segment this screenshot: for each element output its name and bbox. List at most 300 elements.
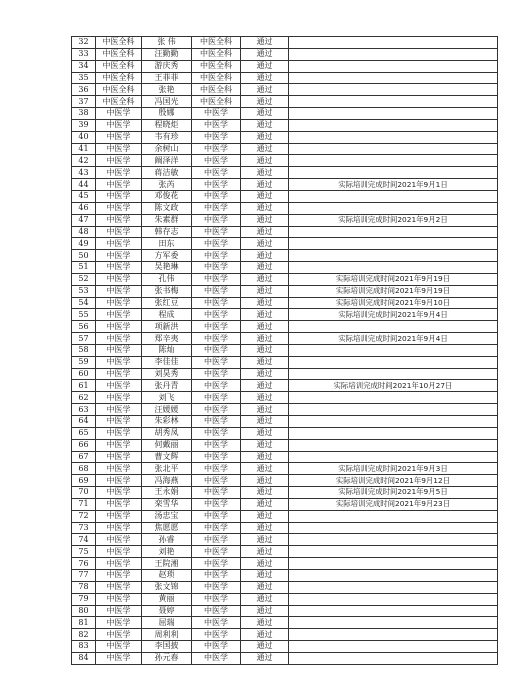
name-cell: 陈灿 <box>142 344 192 356</box>
remark-cell <box>289 226 498 238</box>
name-cell: 程晓炬 <box>142 119 192 131</box>
name-cell: 冯国光 <box>142 96 192 108</box>
row-number-cell: 84 <box>72 652 96 664</box>
remark-cell <box>289 605 498 617</box>
name-cell: 刘昊秀 <box>142 368 192 380</box>
table-row <box>72 344 498 356</box>
table-row <box>72 380 498 392</box>
name-cell: 曹文辉 <box>142 451 192 463</box>
major-cell: 中医学 <box>96 558 142 570</box>
result-cell: 通过 <box>241 368 289 380</box>
table-row <box>72 498 498 510</box>
specialty-cell: 中医学 <box>192 179 241 191</box>
remark-cell <box>289 202 498 214</box>
remark-cell <box>289 190 498 202</box>
remark-cell <box>289 439 498 451</box>
table-row <box>72 190 498 202</box>
row-number-cell: 72 <box>72 510 96 522</box>
major-cell: 中医学 <box>96 605 142 617</box>
result-cell: 通过 <box>241 439 289 451</box>
name-cell: 孙元春 <box>142 652 192 664</box>
name-cell: 蒋洁敏 <box>142 167 192 179</box>
result-cell: 通过 <box>241 569 289 581</box>
name-cell: 程成 <box>142 309 192 321</box>
row-number-cell: 40 <box>72 131 96 143</box>
table-row <box>72 202 498 214</box>
major-cell: 中医学 <box>96 617 142 629</box>
row-number-cell: 65 <box>72 427 96 439</box>
specialty-cell: 中医学 <box>192 581 241 593</box>
remark-cell <box>289 48 498 60</box>
row-number-cell: 35 <box>72 72 96 84</box>
row-number-cell: 38 <box>72 108 96 120</box>
table-row <box>72 119 498 131</box>
specialty-cell: 中医学 <box>192 119 241 131</box>
table-row <box>72 321 498 333</box>
specialty-cell: 中医学 <box>192 522 241 534</box>
specialty-cell: 中医学 <box>192 546 241 558</box>
name-cell: 李佳佳 <box>142 356 192 368</box>
major-cell: 中医学 <box>96 297 142 309</box>
table-row <box>72 617 498 629</box>
result-cell: 通过 <box>241 60 289 72</box>
remark-cell <box>289 581 498 593</box>
results-table <box>71 36 498 665</box>
major-cell: 中医全科 <box>96 60 142 72</box>
major-cell: 中医学 <box>96 641 142 653</box>
specialty-cell: 中医学 <box>192 558 241 570</box>
remark-cell: 实际培训完成时间2021年9月3日 <box>289 463 498 475</box>
name-cell: 韦有珍 <box>142 131 192 143</box>
result-cell: 通过 <box>241 510 289 522</box>
specialty-cell: 中医学 <box>192 214 241 226</box>
remark-cell <box>289 510 498 522</box>
remark-cell <box>289 534 498 546</box>
remark-cell <box>289 119 498 131</box>
result-cell: 通过 <box>241 226 289 238</box>
result-cell: 通过 <box>241 380 289 392</box>
row-number-cell: 41 <box>72 143 96 155</box>
table-row <box>72 487 498 499</box>
major-cell: 中医学 <box>96 214 142 226</box>
major-cell: 中医学 <box>96 416 142 428</box>
specialty-cell: 中医学 <box>192 297 241 309</box>
result-cell: 通过 <box>241 333 289 345</box>
result-cell: 通过 <box>241 344 289 356</box>
remark-cell <box>289 392 498 404</box>
table-row <box>72 404 498 416</box>
table-row <box>72 546 498 558</box>
remark-cell <box>289 593 498 605</box>
remark-cell <box>289 641 498 653</box>
specialty-cell: 中医全科 <box>192 84 241 96</box>
name-cell: 阚泽洋 <box>142 155 192 167</box>
table-row <box>72 48 498 60</box>
table-row <box>72 463 498 475</box>
row-number-cell: 70 <box>72 487 96 499</box>
remark-cell: 实际培训完成时间2021年9月4日 <box>289 309 498 321</box>
remark-cell: 实际培训完成时间2021年9月5日 <box>289 487 498 499</box>
row-number-cell: 57 <box>72 333 96 345</box>
name-cell: 孙睿 <box>142 534 192 546</box>
name-cell: 郑辛夷 <box>142 333 192 345</box>
table-row <box>72 309 498 321</box>
table-row <box>72 214 498 226</box>
result-cell: 通过 <box>241 84 289 96</box>
table-row <box>72 238 498 250</box>
major-cell: 中医学 <box>96 344 142 356</box>
specialty-cell: 中医学 <box>192 131 241 143</box>
major-cell: 中医学 <box>96 226 142 238</box>
result-cell: 通过 <box>241 581 289 593</box>
specialty-cell: 中医学 <box>192 321 241 333</box>
table-row <box>72 439 498 451</box>
table-row <box>72 155 498 167</box>
specialty-cell: 中医学 <box>192 368 241 380</box>
row-number-cell: 60 <box>72 368 96 380</box>
result-cell: 通过 <box>241 155 289 167</box>
result-cell: 通过 <box>241 202 289 214</box>
row-number-cell: 75 <box>72 546 96 558</box>
row-number-cell: 34 <box>72 60 96 72</box>
name-cell: 邓俊花 <box>142 190 192 202</box>
row-number-cell: 67 <box>72 451 96 463</box>
name-cell: 张北平 <box>142 463 192 475</box>
major-cell: 中医学 <box>96 463 142 475</box>
major-cell: 中医学 <box>96 380 142 392</box>
major-cell: 中医学 <box>96 119 142 131</box>
major-cell: 中医学 <box>96 321 142 333</box>
name-cell: 汪媛媛 <box>142 404 192 416</box>
major-cell: 中医学 <box>96 131 142 143</box>
table-row <box>72 167 498 179</box>
result-cell: 通过 <box>241 309 289 321</box>
name-cell: 方军委 <box>142 250 192 262</box>
result-cell: 通过 <box>241 617 289 629</box>
name-cell: 焦愿愿 <box>142 522 192 534</box>
major-cell: 中医学 <box>96 108 142 120</box>
row-number-cell: 76 <box>72 558 96 570</box>
name-cell: 张 伟 <box>142 37 192 49</box>
name-cell: 朱素群 <box>142 214 192 226</box>
specialty-cell: 中医学 <box>192 451 241 463</box>
major-cell: 中医学 <box>96 190 142 202</box>
remark-cell <box>289 155 498 167</box>
major-cell: 中医学 <box>96 368 142 380</box>
remark-cell <box>289 522 498 534</box>
remark-cell <box>289 652 498 664</box>
name-cell: 黄丽 <box>142 593 192 605</box>
name-cell: 田东 <box>142 238 192 250</box>
specialty-cell: 中医学 <box>192 629 241 641</box>
major-cell: 中医学 <box>96 404 142 416</box>
result-cell: 通过 <box>241 48 289 60</box>
remark-cell: 实际培训完成时间2021年10月27日 <box>289 380 498 392</box>
specialty-cell: 中医学 <box>192 392 241 404</box>
remark-cell: 实际培训完成时间2021年9月1日 <box>289 179 498 191</box>
specialty-cell: 中医学 <box>192 202 241 214</box>
specialty-cell: 中医学 <box>192 605 241 617</box>
table-row <box>72 416 498 428</box>
row-number-cell: 53 <box>72 285 96 297</box>
remark-cell <box>289 427 498 439</box>
result-cell: 通过 <box>241 641 289 653</box>
specialty-cell: 中医学 <box>192 487 241 499</box>
name-cell: 余树山 <box>142 143 192 155</box>
result-cell: 通过 <box>241 605 289 617</box>
row-number-cell: 43 <box>72 167 96 179</box>
row-number-cell: 77 <box>72 569 96 581</box>
row-number-cell: 51 <box>72 262 96 274</box>
major-cell: 中医学 <box>96 475 142 487</box>
row-number-cell: 78 <box>72 581 96 593</box>
result-cell: 通过 <box>241 108 289 120</box>
remark-cell <box>289 108 498 120</box>
remark-cell: 实际培训完成时间2021年9月19日 <box>289 285 498 297</box>
name-cell: 张丹青 <box>142 380 192 392</box>
table-row <box>72 250 498 262</box>
remark-cell <box>289 321 498 333</box>
remark-cell: 实际培训完成时间2021年9月10日 <box>289 297 498 309</box>
row-number-cell: 80 <box>72 605 96 617</box>
result-cell: 通过 <box>241 250 289 262</box>
name-cell: 汪勤勤 <box>142 48 192 60</box>
name-cell: 张文锦 <box>142 581 192 593</box>
specialty-cell: 中医学 <box>192 498 241 510</box>
row-number-cell: 42 <box>72 155 96 167</box>
name-cell: 王院湘 <box>142 558 192 570</box>
row-number-cell: 58 <box>72 344 96 356</box>
table-row <box>72 131 498 143</box>
table-row <box>72 451 498 463</box>
major-cell: 中医学 <box>96 498 142 510</box>
major-cell: 中医全科 <box>96 96 142 108</box>
name-cell: 游庆秀 <box>142 60 192 72</box>
specialty-cell: 中医学 <box>192 593 241 605</box>
table-row <box>72 179 498 191</box>
major-cell: 中医学 <box>96 333 142 345</box>
table-row <box>72 60 498 72</box>
name-cell: 屈瑞 <box>142 617 192 629</box>
remark-cell <box>289 250 498 262</box>
specialty-cell: 中医学 <box>192 285 241 297</box>
remark-cell <box>289 72 498 84</box>
table-row <box>72 641 498 653</box>
row-number-cell: 52 <box>72 273 96 285</box>
major-cell: 中医学 <box>96 522 142 534</box>
name-cell: 王永娟 <box>142 487 192 499</box>
major-cell: 中医学 <box>96 487 142 499</box>
table-row <box>72 475 498 487</box>
result-cell: 通过 <box>241 593 289 605</box>
table-row <box>72 226 498 238</box>
name-cell: 汤忠宝 <box>142 510 192 522</box>
row-number-cell: 46 <box>72 202 96 214</box>
row-number-cell: 79 <box>72 593 96 605</box>
row-number-cell: 63 <box>72 404 96 416</box>
remark-cell: 实际培训完成时间2021年9月23日 <box>289 498 498 510</box>
table-row <box>72 333 498 345</box>
name-cell: 刘飞 <box>142 392 192 404</box>
specialty-cell: 中医学 <box>192 143 241 155</box>
name-cell: 聂婷 <box>142 605 192 617</box>
table-row <box>72 262 498 274</box>
row-number-cell: 36 <box>72 84 96 96</box>
remark-cell <box>289 451 498 463</box>
row-number-cell: 64 <box>72 416 96 428</box>
specialty-cell: 中医学 <box>192 510 241 522</box>
table-row <box>72 72 498 84</box>
row-number-cell: 45 <box>72 190 96 202</box>
table-row <box>72 392 498 404</box>
specialty-cell: 中医学 <box>192 190 241 202</box>
result-cell: 通过 <box>241 131 289 143</box>
name-cell: 张芮 <box>142 179 192 191</box>
table-row <box>72 510 498 522</box>
remark-cell <box>289 37 498 49</box>
major-cell: 中医学 <box>96 143 142 155</box>
result-cell: 通过 <box>241 167 289 179</box>
table-row <box>72 652 498 664</box>
result-cell: 通过 <box>241 179 289 191</box>
name-cell: 张红豆 <box>142 297 192 309</box>
row-number-cell: 66 <box>72 439 96 451</box>
result-cell: 通过 <box>241 37 289 49</box>
row-number-cell: 74 <box>72 534 96 546</box>
result-cell: 通过 <box>241 285 289 297</box>
remark-cell <box>289 569 498 581</box>
table-row <box>72 368 498 380</box>
row-number-cell: 49 <box>72 238 96 250</box>
specialty-cell: 中医学 <box>192 427 241 439</box>
table-row <box>72 84 498 96</box>
specialty-cell: 中医学 <box>192 652 241 664</box>
major-cell: 中医全科 <box>96 72 142 84</box>
remark-cell <box>289 404 498 416</box>
row-number-cell: 48 <box>72 226 96 238</box>
major-cell: 中医学 <box>96 392 142 404</box>
name-cell: 项新洪 <box>142 321 192 333</box>
result-cell: 通过 <box>241 214 289 226</box>
name-cell: 张艳 <box>142 84 192 96</box>
name-cell: 栾雪华 <box>142 498 192 510</box>
result-cell: 通过 <box>241 96 289 108</box>
major-cell: 中医学 <box>96 273 142 285</box>
name-cell: 冯海燕 <box>142 475 192 487</box>
table-row <box>72 143 498 155</box>
row-number-cell: 69 <box>72 475 96 487</box>
result-cell: 通过 <box>241 190 289 202</box>
name-cell: 胡秀凤 <box>142 427 192 439</box>
result-cell: 通过 <box>241 404 289 416</box>
specialty-cell: 中医全科 <box>192 72 241 84</box>
row-number-cell: 50 <box>72 250 96 262</box>
table-row <box>72 96 498 108</box>
specialty-cell: 中医学 <box>192 155 241 167</box>
major-cell: 中医全科 <box>96 37 142 49</box>
specialty-cell: 中医学 <box>192 226 241 238</box>
specialty-cell: 中医学 <box>192 380 241 392</box>
result-cell: 通过 <box>241 119 289 131</box>
specialty-cell: 中医学 <box>192 617 241 629</box>
result-cell: 通过 <box>241 416 289 428</box>
table-row <box>72 273 498 285</box>
name-cell: 吴艳琳 <box>142 262 192 274</box>
specialty-cell: 中医学 <box>192 344 241 356</box>
result-cell: 通过 <box>241 522 289 534</box>
row-number-cell: 73 <box>72 522 96 534</box>
specialty-cell: 中医全科 <box>192 60 241 72</box>
remark-cell <box>289 143 498 155</box>
major-cell: 中医学 <box>96 534 142 546</box>
remark-cell: 实际培训完成时间2021年9月4日 <box>289 333 498 345</box>
specialty-cell: 中医学 <box>192 238 241 250</box>
result-cell: 通过 <box>241 534 289 546</box>
name-cell: 王菲菲 <box>142 72 192 84</box>
major-cell: 中医全科 <box>96 48 142 60</box>
major-cell: 中医学 <box>96 155 142 167</box>
table-row <box>72 285 498 297</box>
result-cell: 通过 <box>241 143 289 155</box>
remark-cell <box>289 84 498 96</box>
remark-cell: 实际培训完成时间2021年9月12日 <box>289 475 498 487</box>
remark-cell <box>289 546 498 558</box>
row-number-cell: 81 <box>72 617 96 629</box>
result-cell: 通过 <box>241 546 289 558</box>
table-row <box>72 558 498 570</box>
specialty-cell: 中医学 <box>192 463 241 475</box>
result-cell: 通过 <box>241 273 289 285</box>
specialty-cell: 中医学 <box>192 250 241 262</box>
specialty-cell: 中医学 <box>192 167 241 179</box>
remark-cell <box>289 617 498 629</box>
specialty-cell: 中医学 <box>192 356 241 368</box>
row-number-cell: 62 <box>72 392 96 404</box>
major-cell: 中医学 <box>96 593 142 605</box>
table-row <box>72 37 498 49</box>
name-cell: 张书梅 <box>142 285 192 297</box>
table-row <box>72 629 498 641</box>
row-number-cell: 56 <box>72 321 96 333</box>
table-body <box>72 37 498 665</box>
table-row <box>72 569 498 581</box>
remark-cell <box>289 262 498 274</box>
name-cell: 周利利 <box>142 629 192 641</box>
row-number-cell: 37 <box>72 96 96 108</box>
major-cell: 中医学 <box>96 546 142 558</box>
major-cell: 中医学 <box>96 179 142 191</box>
name-cell: 赵琐 <box>142 569 192 581</box>
major-cell: 中医学 <box>96 427 142 439</box>
major-cell: 中医学 <box>96 285 142 297</box>
specialty-cell: 中医学 <box>192 333 241 345</box>
specialty-cell: 中医学 <box>192 404 241 416</box>
remark-cell <box>289 416 498 428</box>
specialty-cell: 中医学 <box>192 534 241 546</box>
result-cell: 通过 <box>241 321 289 333</box>
row-number-cell: 59 <box>72 356 96 368</box>
row-number-cell: 33 <box>72 48 96 60</box>
table-row <box>72 605 498 617</box>
name-cell: 殷娜 <box>142 108 192 120</box>
major-cell: 中医学 <box>96 202 142 214</box>
row-number-cell: 55 <box>72 309 96 321</box>
table-row <box>72 522 498 534</box>
result-cell: 通过 <box>241 498 289 510</box>
row-number-cell: 47 <box>72 214 96 226</box>
specialty-cell: 中医学 <box>192 262 241 274</box>
major-cell: 中医学 <box>96 439 142 451</box>
